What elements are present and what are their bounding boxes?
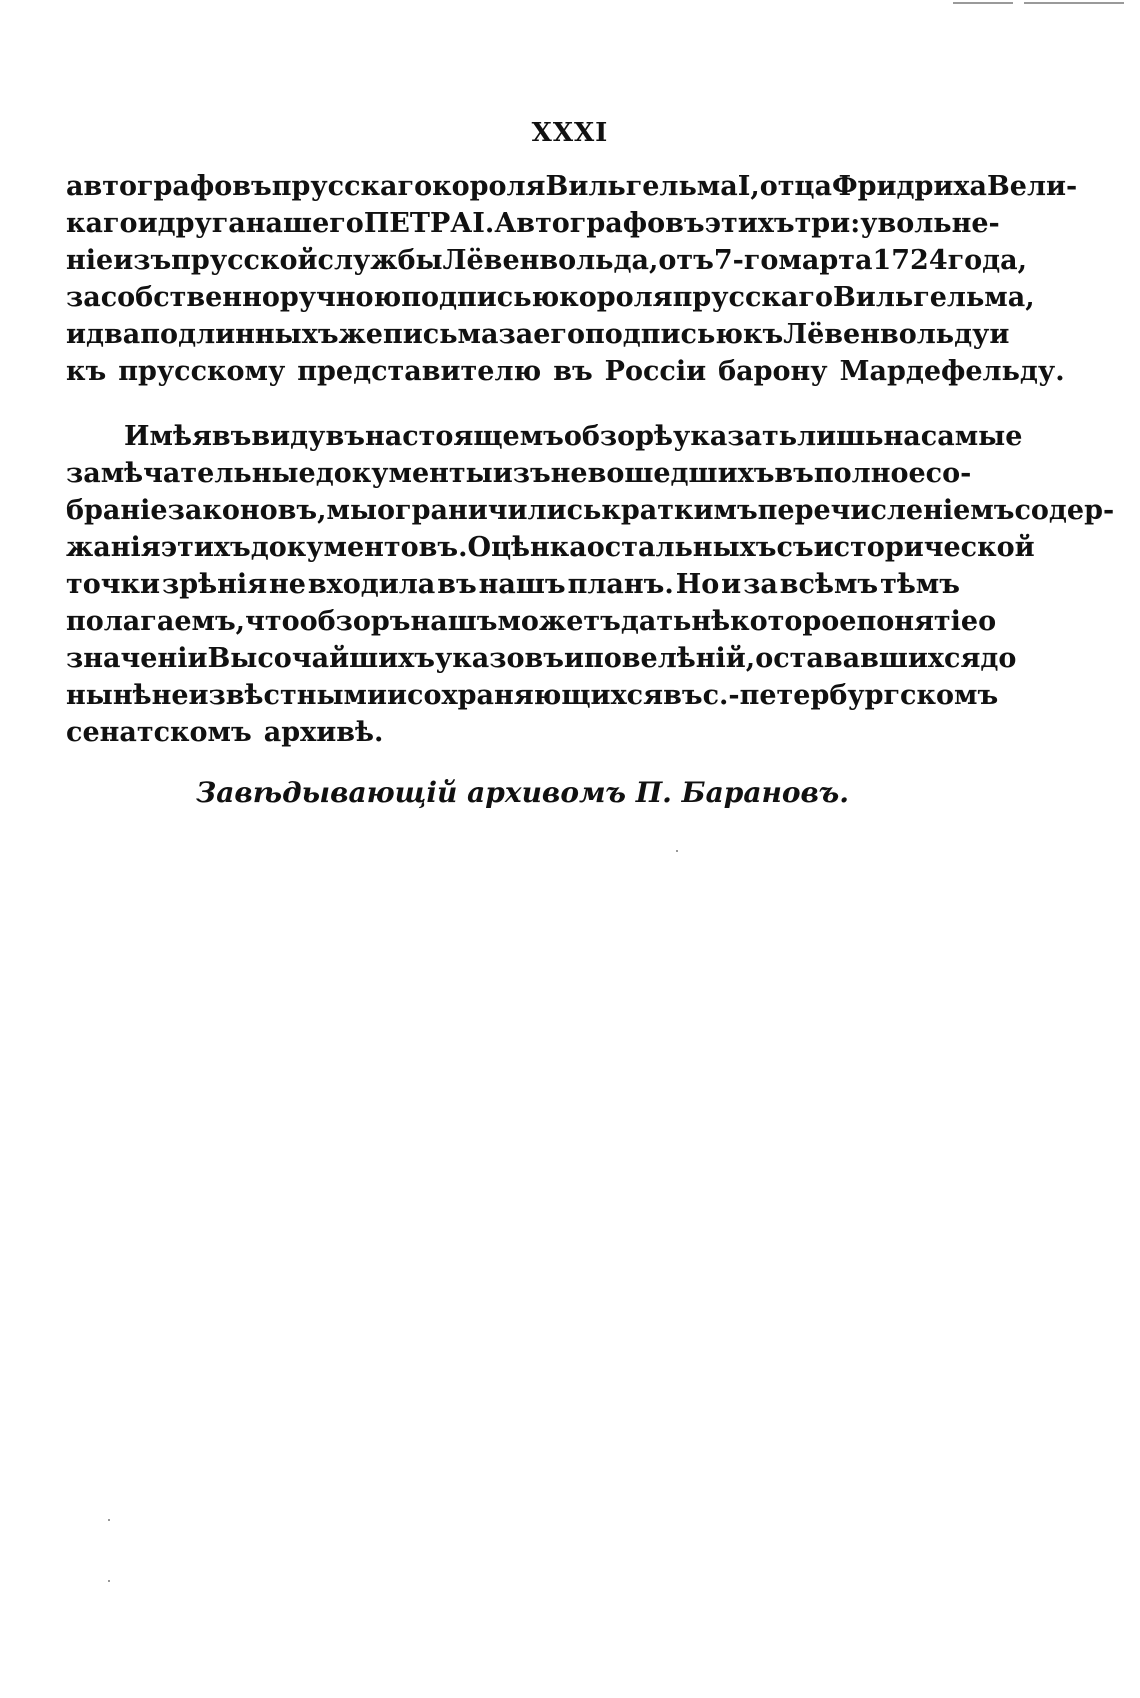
word: увольне- (860, 208, 1000, 239)
word: можетъ (497, 606, 621, 637)
word: Россіи (604, 356, 707, 387)
word: нѣкоторое (691, 606, 857, 637)
word: отъ (658, 245, 714, 276)
word: всѣмъ (779, 569, 879, 600)
word: лишь (797, 421, 884, 452)
word: полное (813, 458, 926, 489)
word: прусской (171, 245, 318, 276)
word: мы (326, 495, 378, 526)
word: ПЕТРА (363, 208, 473, 239)
text-line (66, 566, 960, 603)
word: до (980, 643, 1017, 674)
scan-edge-mark (953, 2, 1013, 4)
word: не (268, 569, 306, 600)
word: представителю (297, 356, 542, 387)
word: прусскаго (672, 282, 833, 313)
text-line (66, 529, 1035, 566)
text-line (66, 455, 972, 492)
word: нашъ (478, 569, 566, 600)
word: законовъ, (167, 495, 327, 526)
word: понятіе (856, 606, 979, 637)
word: документовъ. (250, 532, 468, 563)
word: въ (437, 569, 477, 600)
word: виду (251, 421, 326, 452)
word: автографовъ (66, 171, 272, 202)
word: въ (211, 421, 252, 452)
text-line (66, 418, 1023, 455)
word: за (743, 569, 778, 600)
word: его (533, 319, 585, 350)
signature-line: Завѣдывающій архивомъ П. Барановъ. (196, 776, 850, 809)
word: Фридриха (831, 171, 987, 202)
text-line (66, 714, 960, 751)
word: письма (382, 319, 499, 350)
text-line (66, 279, 1035, 316)
word: друга (157, 208, 246, 239)
paragraph-autographs (66, 168, 1078, 390)
text-line (66, 242, 1028, 279)
word: короля (432, 171, 546, 202)
word: же (338, 319, 383, 350)
word: Вильгельма (545, 171, 738, 202)
word: въ (325, 421, 365, 452)
word: отца (759, 171, 832, 202)
word: нынѣ (66, 680, 152, 711)
word: I. (472, 208, 495, 239)
scan-speck (676, 850, 678, 852)
word: Лёвенвольда, (442, 245, 659, 276)
word: подписью (584, 319, 743, 350)
word: краткимъ (601, 495, 758, 526)
word: содер- (1014, 495, 1115, 526)
word: и (721, 569, 742, 600)
word: перечисленіемъ (757, 495, 1015, 526)
text-line (66, 677, 999, 714)
word: и (563, 643, 584, 674)
word: марта (778, 245, 873, 276)
text-line (66, 603, 997, 640)
word: этихъ (704, 208, 795, 239)
word: въ (663, 680, 703, 711)
scan-edge-mark (1024, 2, 1124, 4)
word: о (978, 606, 997, 637)
text-line (66, 168, 1078, 205)
word: изъ (492, 458, 551, 489)
word: полагаемъ, (66, 606, 246, 637)
word: тѣмъ (880, 569, 960, 600)
word: нашего (245, 208, 364, 239)
word: указать (673, 421, 798, 452)
word: зрѣнія (161, 569, 268, 600)
word: за (498, 319, 534, 350)
word: подлинныхъ (140, 319, 339, 350)
word: сенатскомъ (66, 717, 252, 748)
word: собственноручною (100, 282, 402, 313)
word: каго (66, 208, 138, 239)
paragraph-review-summary (66, 418, 1115, 751)
word: остававшихся (755, 643, 981, 674)
word: указовъ (434, 643, 564, 674)
text-line (66, 353, 1065, 390)
word: неизвѣстными (151, 680, 387, 711)
word: со- (925, 458, 972, 489)
word: три: (794, 208, 861, 239)
word: нашъ (410, 606, 498, 637)
word: подписью (401, 282, 560, 313)
word: обзоръ (299, 606, 411, 637)
word: входила (307, 569, 436, 600)
word: браніе (66, 495, 168, 526)
word: самые (920, 421, 1023, 452)
word: обзорѣ (563, 421, 674, 452)
word: невошедшихъ (550, 458, 775, 489)
word: Оцѣнка (467, 532, 587, 563)
word: за (66, 282, 101, 313)
word: Вильгельма, (832, 282, 1035, 313)
word: Лёвенвольду (783, 319, 990, 350)
word: Имѣя (124, 421, 212, 452)
word: настоящемъ (364, 421, 564, 452)
word: прусскому (118, 356, 286, 387)
word: с.-петербургскомъ (702, 680, 999, 711)
word: барону (718, 356, 828, 387)
word: 1724 (872, 245, 948, 276)
word: и (989, 319, 1010, 350)
word: Высочайшихъ (207, 643, 435, 674)
word: года, (947, 245, 1028, 276)
page-number: XXXI (531, 118, 609, 148)
word: Мардефельду. (839, 356, 1065, 387)
word: въ (553, 356, 593, 387)
scan-speck (108, 1519, 110, 1521)
text-line (66, 640, 1017, 677)
word: ограничились (377, 495, 602, 526)
word: планъ. (567, 569, 674, 600)
word: съ (776, 532, 814, 563)
word: Но (675, 569, 720, 600)
word: службы (317, 245, 443, 276)
word: къ (66, 356, 107, 387)
word: что (245, 606, 300, 637)
word: въ (774, 458, 814, 489)
word: къ (742, 319, 784, 350)
word: дать (620, 606, 692, 637)
word: и (137, 208, 158, 239)
scan-speck (108, 1580, 110, 1582)
word: Автографовъ (494, 208, 705, 239)
word: прусскаго (271, 171, 433, 202)
word: и (387, 680, 408, 711)
word: исторической (813, 532, 1035, 563)
word: сохраняющихся (407, 680, 664, 711)
word: на (883, 421, 921, 452)
text-line (66, 316, 1010, 353)
word: жанія (66, 532, 161, 563)
word: точки (66, 569, 161, 600)
word: этихъ (160, 532, 251, 563)
word: ніе (66, 245, 114, 276)
word: и (66, 319, 87, 350)
text-line (66, 492, 1115, 529)
word: два (86, 319, 141, 350)
text-line (66, 205, 1000, 242)
word: I, (737, 171, 760, 202)
word: короля (559, 282, 673, 313)
word: 7-го (713, 245, 779, 276)
word: Вели- (986, 171, 1078, 202)
word: архивѣ. (263, 717, 384, 748)
word: остальныхъ (586, 532, 777, 563)
word: значеніи (66, 643, 208, 674)
word: замѣчательные (66, 458, 316, 489)
word: повелѣній, (584, 643, 756, 674)
word: документы (315, 458, 493, 489)
word: изъ (113, 245, 172, 276)
